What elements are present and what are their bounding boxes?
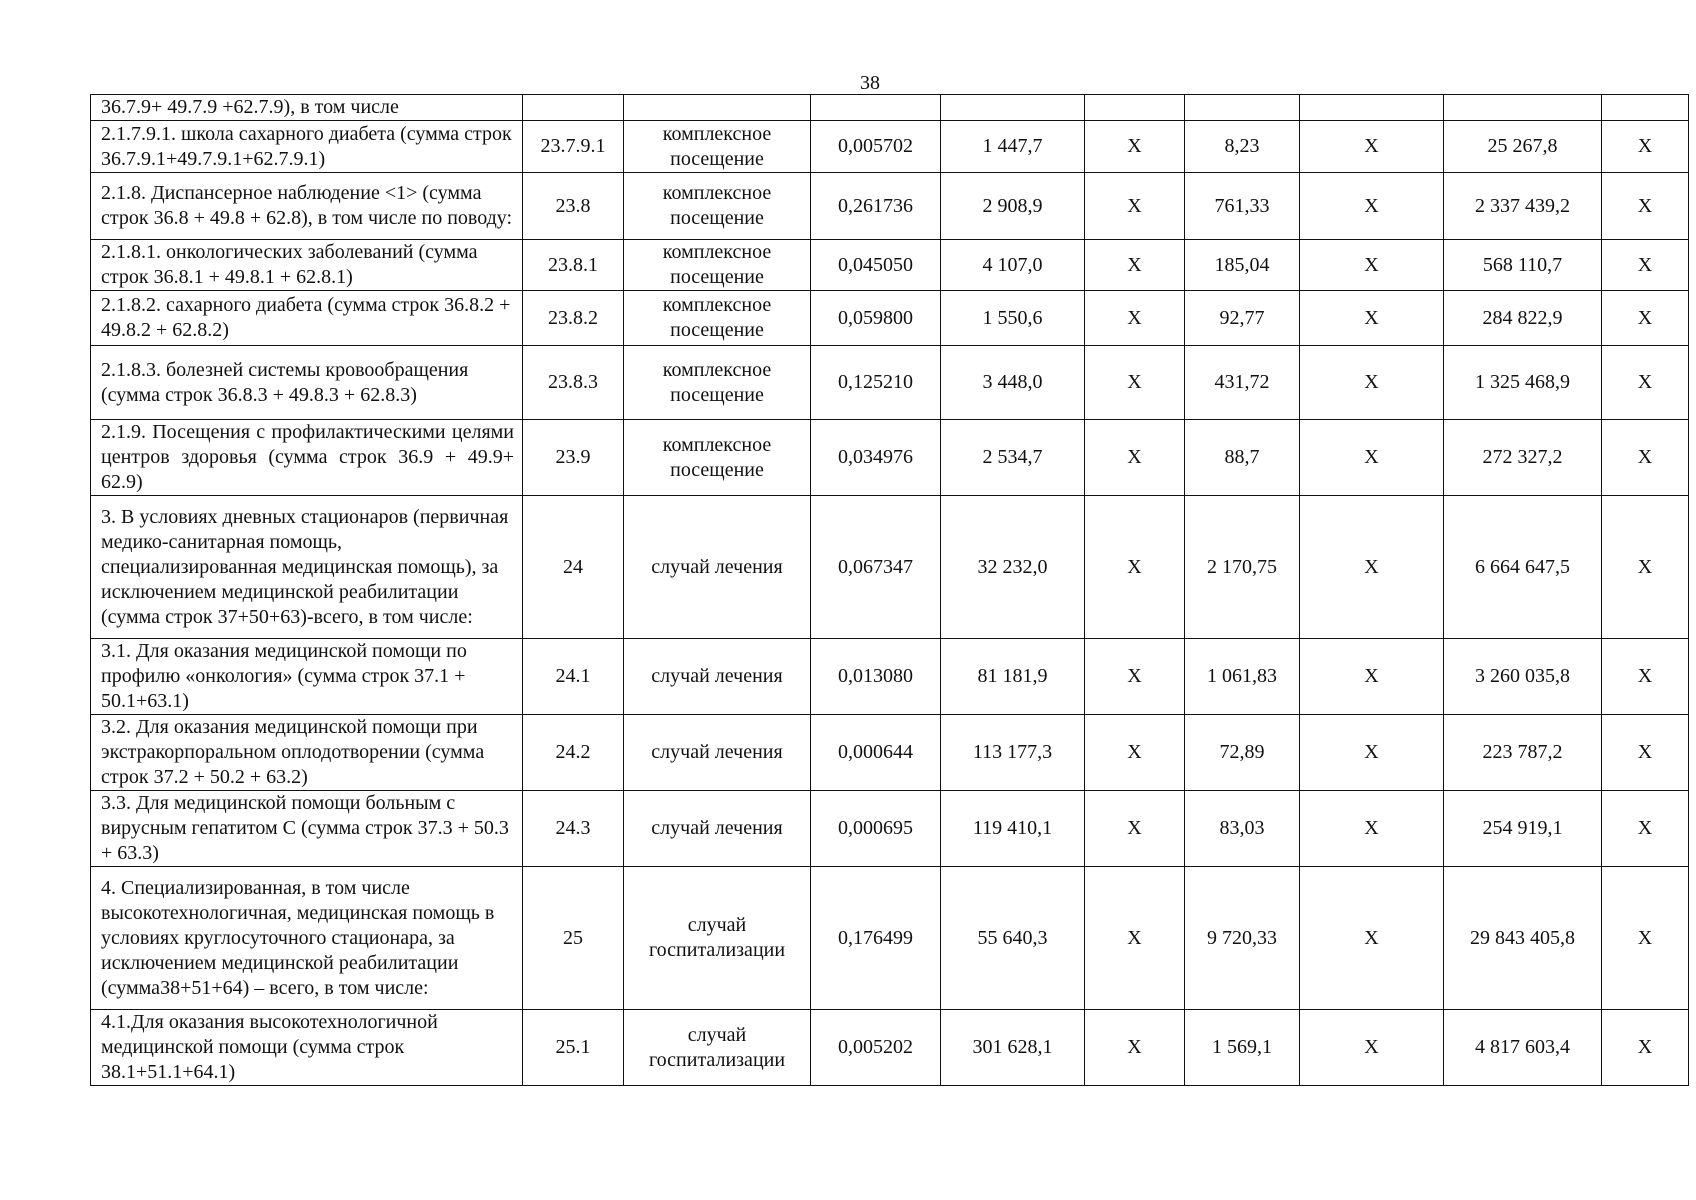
total-cell: 4 817 603,4 [1444,1010,1602,1086]
cost-cell: 2 908,9 [941,173,1085,240]
x-cell: Х [1602,639,1689,715]
table-body [91,95,1689,1086]
row-code-cell: 23.8 [523,173,624,240]
x-cell: Х [1300,715,1444,791]
x-cell: Х [1085,420,1185,496]
cost-cell: 4 107,0 [941,240,1085,291]
x-cell: Х [1602,496,1689,639]
total-cell: 29 843 405,8 [1444,867,1602,1010]
cost-cell: 1 447,7 [941,121,1085,173]
table-row [91,95,1689,121]
cost-cell: 55 640,3 [941,867,1085,1010]
total-cell: 2 337 439,2 [1444,173,1602,240]
table-row [91,639,1689,715]
rate-cell: 0,034976 [811,420,941,496]
table-row [91,346,1689,420]
amount-cell: 8,23 [1185,121,1300,173]
rate-cell [811,95,941,121]
x-cell: Х [1300,240,1444,291]
unit-cell: комплексное посещение [624,420,811,496]
cost-cell: 1 550,6 [941,291,1085,346]
table-row [91,420,1689,496]
rate-cell: 0,000644 [811,715,941,791]
rate-cell: 0,005202 [811,1010,941,1086]
x-cell: Х [1300,496,1444,639]
total-cell [1444,95,1602,121]
row-name-cell: 2.1.8.2. сахарного диабета (сумма строк 36.8.2 + 49.8.2 + 62.8.2) [91,291,523,346]
unit-cell: комплексное посещение [624,291,811,346]
table-row [91,715,1689,791]
row-code-cell: 24.1 [523,639,624,715]
row-name-cell: 2.1.8.3. болезней системы кровообращения (сумма строк 36.8.3 + 49.8.3 + 62.8.3) [91,346,523,420]
rate-cell: 0,176499 [811,867,941,1010]
row-code-cell: 25 [523,867,624,1010]
x-cell: Х [1300,346,1444,420]
x-cell: Х [1602,173,1689,240]
row-code-cell: 23.8.2 [523,291,624,346]
x-cell [1300,95,1444,121]
amount-cell: 761,33 [1185,173,1300,240]
x-cell: Х [1085,715,1185,791]
row-code-cell: 23.9 [523,420,624,496]
row-code-cell: 23.8.3 [523,346,624,420]
unit-cell: случай госпитализации [624,867,811,1010]
unit-cell: комплексное посещение [624,121,811,173]
x-cell: Х [1602,1010,1689,1086]
x-cell: Х [1085,291,1185,346]
amount-cell: 83,03 [1185,791,1300,867]
row-name-cell: 3.2. Для оказания медицинской помощи при экстракорпоральном оплодотворении (сумма строк 37.2 + 50.2 + 63.2) [91,715,523,791]
table-row [91,291,1689,346]
rate-cell: 0,059800 [811,291,941,346]
x-cell: Х [1602,420,1689,496]
unit-cell [624,95,811,121]
x-cell: Х [1300,173,1444,240]
x-cell: Х [1300,420,1444,496]
unit-cell: комплексное посещение [624,173,811,240]
x-cell: Х [1300,121,1444,173]
rate-cell: 0,013080 [811,639,941,715]
unit-cell: случай лечения [624,639,811,715]
x-cell: Х [1602,291,1689,346]
row-code-cell: 23.8.1 [523,240,624,291]
row-name-cell: 4.1.Для оказания высокотехнологичной медицинской помощи (сумма строк 38.1+51.1+64.1) [91,1010,523,1086]
x-cell: Х [1085,639,1185,715]
x-cell: Х [1085,240,1185,291]
rate-cell: 0,067347 [811,496,941,639]
amount-cell: 2 170,75 [1185,496,1300,639]
row-name-cell: 3.1. Для оказания медицинской помощи по профилю «онкология» (сумма строк 37.1 + 50.1+63.1) [91,639,523,715]
row-name-cell: 3.3. Для медицинской помощи больным с вирусным гепатитом С (сумма строк 37.3 + 50.3 + 63.3) [91,791,523,867]
amount-cell: 1 061,83 [1185,639,1300,715]
page-number: 38 [860,72,880,94]
row-name-cell: 3. В условиях дневных стационаров (первичная медико-санитарная помощь, специализированная медицинская помощь), за исключением медицинской реабилитации (сумма строк 37+50+63)-всего, в том числе: [91,496,523,639]
x-cell: Х [1602,715,1689,791]
amount-cell: 185,04 [1185,240,1300,291]
x-cell: Х [1300,639,1444,715]
total-cell: 568 110,7 [1444,240,1602,291]
row-name-cell: 2.1.8. Диспансерное наблюдение <1> (сумма строк 36.8 + 49.8 + 62.8), в том числе по поводу: [91,173,523,240]
x-cell: Х [1085,173,1185,240]
x-cell: Х [1602,121,1689,173]
unit-cell: случай лечения [624,496,811,639]
total-cell: 284 822,9 [1444,291,1602,346]
amount-cell: 9 720,33 [1185,867,1300,1010]
x-cell: Х [1300,291,1444,346]
x-cell: Х [1085,496,1185,639]
x-cell: Х [1085,346,1185,420]
row-code-cell [523,95,624,121]
table-row [91,496,1689,639]
table-row [91,791,1689,867]
unit-cell: случай госпитализации [624,1010,811,1086]
x-cell: Х [1602,240,1689,291]
table-row [91,173,1689,240]
table-row [91,240,1689,291]
row-code-cell: 24 [523,496,624,639]
table-row [91,121,1689,173]
row-name-cell: 2.1.9. Посещения с профилактическими целями центров здоровья (сумма строк 36.9 + 49.9+ 62.9) [91,420,523,496]
x-cell: Х [1085,791,1185,867]
rate-cell: 0,005702 [811,121,941,173]
x-cell: Х [1602,346,1689,420]
amount-cell: 72,89 [1185,715,1300,791]
x-cell [1085,95,1185,121]
total-cell: 254 919,1 [1444,791,1602,867]
cost-cell: 301 628,1 [941,1010,1085,1086]
amount-cell [1185,95,1300,121]
row-code-cell: 25.1 [523,1010,624,1086]
row-name-cell: 2.1.8.1. онкологических заболеваний (сумма строк 36.8.1 + 49.8.1 + 62.8.1) [91,240,523,291]
table-row [91,1010,1689,1086]
unit-cell: комплексное посещение [624,240,811,291]
total-cell: 1 325 468,9 [1444,346,1602,420]
x-cell: Х [1300,867,1444,1010]
cost-cell: 81 181,9 [941,639,1085,715]
x-cell: Х [1300,1010,1444,1086]
total-cell: 272 327,2 [1444,420,1602,496]
amount-cell: 92,77 [1185,291,1300,346]
x-cell: Х [1085,121,1185,173]
total-cell: 3 260 035,8 [1444,639,1602,715]
rate-cell: 0,045050 [811,240,941,291]
amount-cell: 431,72 [1185,346,1300,420]
unit-cell: случай лечения [624,791,811,867]
total-cell: 6 664 647,5 [1444,496,1602,639]
row-code-cell: 24.3 [523,791,624,867]
x-cell: Х [1602,791,1689,867]
cost-cell: 2 534,7 [941,420,1085,496]
cost-cell: 3 448,0 [941,346,1085,420]
table-row [91,867,1689,1010]
x-cell: Х [1085,1010,1185,1086]
financing-table [90,94,1689,1086]
unit-cell: комплексное посещение [624,346,811,420]
cost-cell: 113 177,3 [941,715,1085,791]
rate-cell: 0,000695 [811,791,941,867]
row-code-cell: 23.7.9.1 [523,121,624,173]
cost-cell: 32 232,0 [941,496,1085,639]
cost-cell [941,95,1085,121]
total-cell: 25 267,8 [1444,121,1602,173]
row-code-cell: 24.2 [523,715,624,791]
amount-cell: 1 569,1 [1185,1010,1300,1086]
total-cell: 223 787,2 [1444,715,1602,791]
x-cell: Х [1300,791,1444,867]
cost-cell: 119 410,1 [941,791,1085,867]
amount-cell: 88,7 [1185,420,1300,496]
row-name-cell: 36.7.9+ 49.7.9 +62.7.9), в том числе [91,95,523,121]
x-cell [1602,95,1689,121]
x-cell: Х [1085,867,1185,1010]
row-name-cell: 4. Специализированная, в том числе высокотехнологичная, медицинская помощь в условиях круглосуточного стационара, за исключением медицинской реабилитации (сумма38+51+64) – всего, в том числе: [91,867,523,1010]
row-name-cell: 2.1.7.9.1. школа сахарного диабета (сумма строк 36.7.9.1+49.7.9.1+62.7.9.1) [91,121,523,173]
rate-cell: 0,261736 [811,173,941,240]
x-cell: Х [1602,867,1689,1010]
unit-cell: случай лечения [624,715,811,791]
rate-cell: 0,125210 [811,346,941,420]
